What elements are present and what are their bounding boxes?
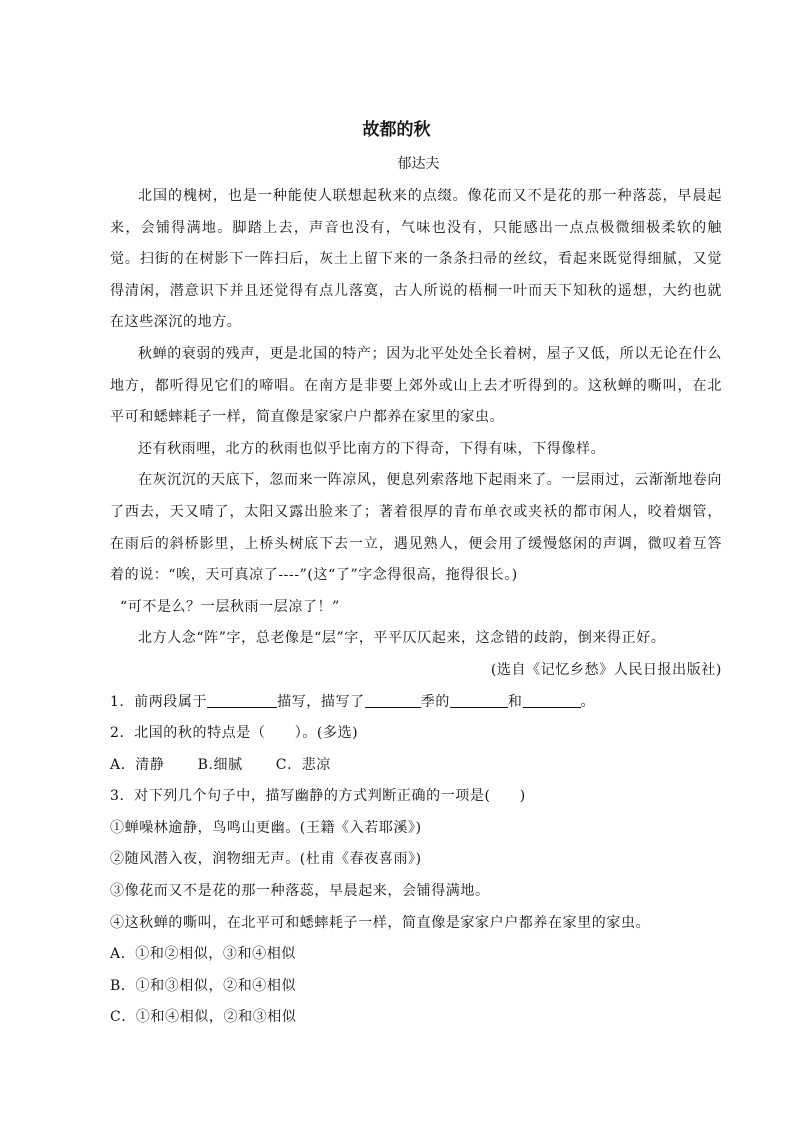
q1-part2: 描写，描写了 xyxy=(277,693,365,710)
q2-option-c[interactable]: C．悲凉 xyxy=(275,756,331,773)
q1-part3: 季的 xyxy=(420,693,450,710)
question-3-stem: 3．对下列几个句子中，描写幽静的方式判断正确的一项是( ) xyxy=(110,788,526,805)
q1-blank-1[interactable] xyxy=(207,693,277,708)
document-body xyxy=(110,181,722,1034)
author-name xyxy=(0,153,793,173)
dialog-line: “可不是么？一层秋雨一层凉了！” xyxy=(120,598,340,615)
q3-option-b[interactable]: B．①和③相似，②和④相似 xyxy=(110,977,297,994)
q3-option-c[interactable]: C．①和④相似，②和③相似 xyxy=(110,1009,297,1026)
q3-item-4: ④这秋蝉的嘶叫，在北平可和蟋蟀耗子一样，简直像是家家户户都养在家里的家虫。 xyxy=(110,914,651,931)
paragraph-2: 秋蝉的衰弱的残声，更是北国的特产；因为北平处处全长着树，屋子又低，所以无论在什么地方，都听得见它们的啼唱。在南方是非要上郊外或山上去才听得到的。这秋蝉的嘶叫，在北平可和蟋蟀耗子一样，简直像是家家户户都养在家里的家虫。 xyxy=(110,345,722,426)
q2-option-b[interactable]: B.细腻 xyxy=(197,756,243,773)
q1-part1: 1．前两段属于 xyxy=(110,693,208,710)
essay-title: 故都的秋 xyxy=(362,120,431,140)
paragraph-5: 北方人念“阵”字，总老像是“层”字，平平仄仄起来，这念错的歧韵，倒来得正好。 xyxy=(138,630,666,647)
q3-option-a[interactable]: A．①和②相似，③和④相似 xyxy=(110,946,296,963)
question-2-stem: 2．北国的秋的特点是（ ）。(多选) xyxy=(110,725,359,742)
q1-part5: 。 xyxy=(580,693,596,710)
paragraph-1: 北国的槐树，也是一种能使人联想起秋来的点缀。像花而又不是花的那一种落蕊，早晨起来，会铺得满地。脚踏上去，声音也没有，气味也没有，只能感出一点点极微细极柔软的触觉。扫街的在树影下一阵扫后，灰土上留下来的一条条扫帚的丝纹，看起来既觉得细腻，又觉得清闲，潜意识下并且还觉得有点儿落寞，古人所说的梧桐一叶而天下知秋的遥想，大约也就在这些深沉的地方。 xyxy=(110,188,722,331)
q1-blank-3[interactable] xyxy=(450,693,508,708)
source-citation: (选自《记忆乡愁》人民日报出版社) xyxy=(490,661,722,678)
q1-part4: 和 xyxy=(507,693,523,710)
q3-item-1: ①蝉噪林逾静，鸟鸣山更幽。(王籍《入若耶溪》) xyxy=(110,819,422,836)
author-text: 郁达夫 xyxy=(397,156,440,172)
q2-option-a[interactable]: A．清静 xyxy=(110,756,165,773)
q1-blank-2[interactable] xyxy=(365,693,421,708)
q3-item-2: ②随风潜入夜，润物细无声。(杜甫《春夜喜雨》) xyxy=(110,851,422,868)
paragraph-4: 在灰沉沉的天底下，忽而来一阵凉风，便息列索落地下起雨来了。一层雨过，云渐渐地卷向了西去，天又晴了，太阳又露出脸来了；著着很厚的青布单衣或夹袄的都市闲人，咬着烟管，在雨后的斜桥影里，上桥头树底下去一立，遇见熟人，便会用了缓慢悠闲的声调，微叹着互答着的说：“唉，天可真凉了----”(这“了”字念得很高，拖得很长。) xyxy=(110,472,722,584)
question-2-options xyxy=(110,750,722,782)
paragraph-3: 还有秋雨哩，北方的秋雨也似乎比南方的下得奇，下得有味，下得像样。 xyxy=(138,440,606,457)
q3-item-3: ③像花而又不是花的那一种落蕊，早晨起来，会铺得满地。 xyxy=(110,883,490,900)
question-1 xyxy=(110,687,722,719)
q1-blank-4[interactable] xyxy=(523,693,581,708)
